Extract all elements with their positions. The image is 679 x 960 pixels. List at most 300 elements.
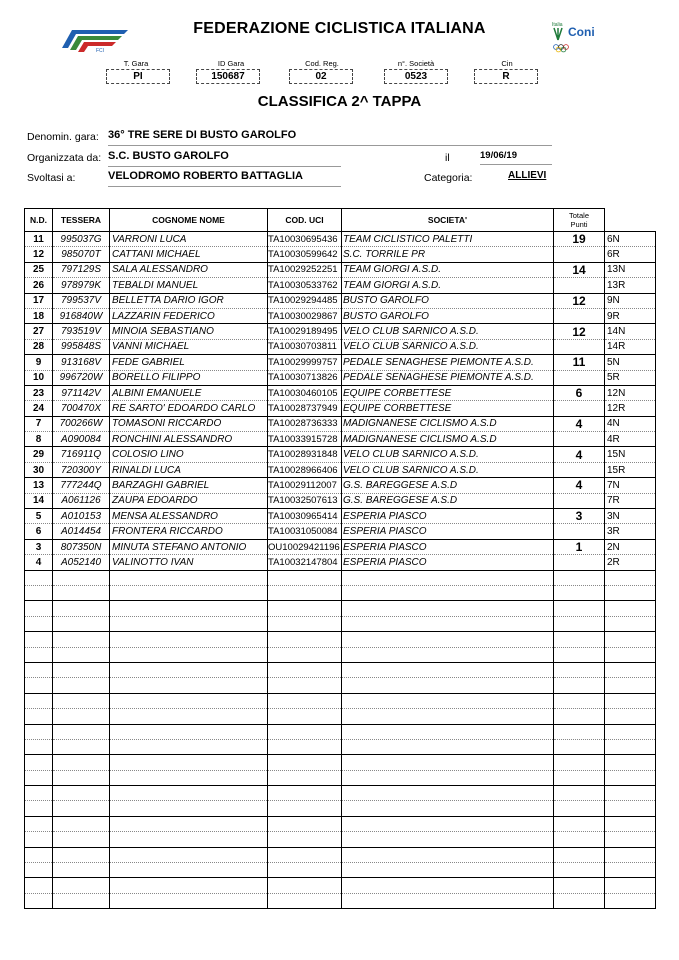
table-row: [25, 493, 656, 508]
rider-tessera: 700266W: [53, 416, 110, 431]
rider-uci-code: [268, 693, 342, 708]
rider-code: 2R: [605, 555, 656, 570]
rider-number: [25, 878, 53, 893]
table-row: [25, 555, 656, 570]
rider-tessera: A014454: [53, 524, 110, 539]
rider-number: 5: [25, 509, 53, 524]
rider-number: 27: [25, 324, 53, 339]
rider-tessera: 996720W: [53, 370, 110, 385]
rider-team: VELO CLUB SARNICO A.S.D.: [342, 324, 554, 339]
table-row: [25, 385, 656, 400]
rider-number: [25, 739, 53, 754]
rider-number: 17: [25, 293, 53, 308]
rider-uci-code: [268, 570, 342, 585]
rider-tessera: [53, 709, 110, 724]
rider-name: COLOSIO LINO: [110, 447, 268, 462]
rider-name: MINOIA SEBASTIANO: [110, 324, 268, 339]
rider-team: VELO CLUB SARNICO A.S.D.: [342, 462, 554, 477]
svolt-value: VELODROMO ROBERTO BATTAGLIA: [108, 170, 341, 187]
rider-name: [110, 770, 268, 785]
rider-uci-code: [268, 724, 342, 739]
total-points: [554, 755, 605, 770]
rider-name: [110, 893, 268, 908]
rider-name: BARZAGHI GABRIEL: [110, 478, 268, 493]
rider-code: 7N: [605, 478, 656, 493]
rider-name: VARRONI LUCA: [110, 232, 268, 247]
rider-code: 9R: [605, 308, 656, 323]
total-points: [554, 878, 605, 893]
rider-code: 3N: [605, 509, 656, 524]
rider-number: 3: [25, 539, 53, 554]
rider-number: 24: [25, 401, 53, 416]
rider-number: 26: [25, 278, 53, 293]
n-societa-value: 0523: [384, 69, 448, 84]
n-societa-label: n°. Società: [397, 59, 435, 68]
rider-number: [25, 693, 53, 708]
rider-uci-code: TA10029294485: [268, 293, 342, 308]
rider-name: [110, 816, 268, 831]
rider-team: TEAM GIORGI A.S.D.: [342, 278, 554, 293]
rider-team: [342, 647, 554, 662]
total-points: [554, 462, 605, 477]
table-row: [25, 232, 656, 247]
rider-code: [605, 816, 656, 831]
empty-row: [25, 709, 656, 724]
rider-name: [110, 832, 268, 847]
rider-name: BORELLO FILIPPO: [110, 370, 268, 385]
rider-tessera: 797129S: [53, 262, 110, 277]
rider-code: 6R: [605, 247, 656, 262]
rider-team: [342, 709, 554, 724]
cin-label: Cin: [501, 59, 513, 68]
cat-label: Categoria:: [424, 172, 473, 184]
rider-uci-code: TA10032147804: [268, 555, 342, 570]
rider-code: [605, 832, 656, 847]
rider-uci-code: [268, 878, 342, 893]
rider-number: 9: [25, 355, 53, 370]
org-label: Organizzata da:: [27, 152, 102, 164]
rider-code: 15N: [605, 447, 656, 462]
total-points: 11: [554, 355, 605, 370]
total-points: 6: [554, 385, 605, 400]
total-points: 19: [554, 232, 605, 247]
table-row: [25, 370, 656, 385]
table-row: [25, 524, 656, 539]
rider-code: [605, 709, 656, 724]
rider-number: [25, 847, 53, 862]
rider-number: 30: [25, 462, 53, 477]
rider-number: [25, 770, 53, 785]
rider-uci-code: TA10030713826: [268, 370, 342, 385]
total-points: 12: [554, 324, 605, 339]
rider-number: [25, 893, 53, 908]
rider-team: [342, 786, 554, 801]
rider-uci-code: TA10030965414: [268, 509, 342, 524]
rider-uci-code: [268, 601, 342, 616]
rider-name: VALINOTTO IVAN: [110, 555, 268, 570]
rider-uci-code: [268, 832, 342, 847]
table-row: [25, 308, 656, 323]
rider-team: [342, 893, 554, 908]
rider-tessera: [53, 724, 110, 739]
total-points: [554, 524, 605, 539]
rider-code: [605, 801, 656, 816]
rider-uci-code: TA10030029867: [268, 308, 342, 323]
table-row: [25, 447, 656, 462]
rider-uci-code: [268, 786, 342, 801]
rider-team: [342, 724, 554, 739]
rider-team: G.S. BAREGGESE A.S.D: [342, 493, 554, 508]
table-row: [25, 339, 656, 354]
rider-tessera: 777244Q: [53, 478, 110, 493]
cod-reg-label: Cod. Reg.: [305, 59, 339, 68]
empty-row: [25, 878, 656, 893]
rider-code: [605, 878, 656, 893]
rider-tessera: 799537V: [53, 293, 110, 308]
rider-name: [110, 570, 268, 585]
header-code: [605, 209, 656, 232]
rider-uci-code: TA10033915728: [268, 432, 342, 447]
rider-number: [25, 863, 53, 878]
rider-tessera: [53, 847, 110, 862]
rider-number: 18: [25, 308, 53, 323]
rider-name: [110, 616, 268, 631]
rider-tessera: [53, 693, 110, 708]
rider-name: FRONTERA RICCARDO: [110, 524, 268, 539]
rider-team: [342, 847, 554, 862]
rider-tessera: [53, 632, 110, 647]
rider-name: MENSA ALESSANDRO: [110, 509, 268, 524]
table-row: [25, 278, 656, 293]
rider-team: BUSTO GAROLFO: [342, 293, 554, 308]
rider-team: [342, 616, 554, 631]
rider-tessera: 995848S: [53, 339, 110, 354]
rider-tessera: 720300Y: [53, 462, 110, 477]
rider-code: 12R: [605, 401, 656, 416]
rider-uci-code: [268, 770, 342, 785]
rider-number: [25, 724, 53, 739]
rider-uci-code: [268, 647, 342, 662]
total-points: 12: [554, 293, 605, 308]
rider-tessera: [53, 878, 110, 893]
rider-team: G.S. BAREGGESE A.S.D: [342, 478, 554, 493]
rider-name: [110, 801, 268, 816]
rider-tessera: [53, 585, 110, 600]
rider-number: 10: [25, 370, 53, 385]
rider-uci-code: TA10029999757: [268, 355, 342, 370]
empty-row: [25, 739, 656, 754]
rider-team: [342, 801, 554, 816]
rider-team: [342, 678, 554, 693]
coni-small-text: Italia: [552, 22, 563, 28]
rider-team: EQUIPE CORBETTESE: [342, 401, 554, 416]
rider-tessera: [53, 863, 110, 878]
total-points: 4: [554, 416, 605, 431]
total-points: [554, 709, 605, 724]
rider-code: [605, 601, 656, 616]
total-points: [554, 585, 605, 600]
total-points: [554, 401, 605, 416]
rider-code: 5R: [605, 370, 656, 385]
total-points: [554, 570, 605, 585]
rider-name: [110, 847, 268, 862]
table-row: [25, 478, 656, 493]
total-points: [554, 724, 605, 739]
rider-number: [25, 570, 53, 585]
total-points: 4: [554, 447, 605, 462]
rider-code: 2N: [605, 539, 656, 554]
rider-uci-code: TA10029189495: [268, 324, 342, 339]
rider-uci-code: [268, 632, 342, 647]
rider-name: [110, 755, 268, 770]
empty-row: [25, 632, 656, 647]
total-points: [554, 493, 605, 508]
header-nd: N.D.: [25, 209, 53, 232]
header-punti-line1: Totale: [568, 211, 589, 220]
rider-code: 13R: [605, 278, 656, 293]
rider-number: 14: [25, 493, 53, 508]
empty-row: [25, 585, 656, 600]
header-name: COGNOME NOME: [110, 209, 268, 232]
rider-tessera: A061126: [53, 493, 110, 508]
rider-tessera: [53, 678, 110, 693]
rider-team: VELO CLUB SARNICO A.S.D.: [342, 339, 554, 354]
coni-text: Coni: [568, 25, 595, 39]
rider-uci-code: [268, 847, 342, 862]
rider-code: [605, 632, 656, 647]
rider-tessera: A010153: [53, 509, 110, 524]
total-points: [554, 770, 605, 785]
rider-code: [605, 786, 656, 801]
rider-code: [605, 616, 656, 631]
rider-number: 28: [25, 339, 53, 354]
rider-name: SALA ALESSANDRO: [110, 262, 268, 277]
rider-team: [342, 739, 554, 754]
rider-number: [25, 786, 53, 801]
rider-team: EQUIPE CORBETTESE: [342, 385, 554, 400]
rider-uci-code: TA10032507613: [268, 493, 342, 508]
empty-row: [25, 693, 656, 708]
rider-name: MINUTA STEFANO ANTONIO: [110, 539, 268, 554]
rider-name: RONCHINI ALESSANDRO: [110, 432, 268, 447]
rider-uci-code: TA10028966406: [268, 462, 342, 477]
rider-number: [25, 801, 53, 816]
rider-uci-code: [268, 893, 342, 908]
cat-value: ALLIEVI: [508, 170, 547, 181]
rider-name: [110, 786, 268, 801]
svolt-label: Svoltasi a:: [27, 172, 76, 184]
rider-uci-code: [268, 585, 342, 600]
rider-name: TEBALDI MANUEL: [110, 278, 268, 293]
cin-value: R: [474, 69, 538, 84]
total-points: [554, 247, 605, 262]
rider-team: PEDALE SENAGHESE PIEMONTE A.S.D.: [342, 370, 554, 385]
total-points: [554, 632, 605, 647]
total-points: [554, 801, 605, 816]
rider-team: ESPERIA PIASCO: [342, 539, 554, 554]
rider-number: 13: [25, 478, 53, 493]
rider-uci-code: [268, 709, 342, 724]
rider-uci-code: TA10031050084: [268, 524, 342, 539]
rider-team: TEAM GIORGI A.S.D.: [342, 262, 554, 277]
t-gara-value: PI: [106, 69, 170, 84]
rider-uci-code: [268, 801, 342, 816]
header-uci: COD. UCI: [268, 209, 342, 232]
total-points: [554, 739, 605, 754]
rider-number: 8: [25, 432, 53, 447]
rider-team: [342, 770, 554, 785]
rider-tessera: 793519V: [53, 324, 110, 339]
rider-number: 6: [25, 524, 53, 539]
rider-tessera: [53, 786, 110, 801]
rider-uci-code: TA10030695436: [268, 232, 342, 247]
rider-team: MADIGNANESE CICLISMO A.S.D: [342, 416, 554, 431]
rider-name: [110, 585, 268, 600]
rider-name: [110, 739, 268, 754]
rider-number: [25, 616, 53, 631]
empty-row: [25, 832, 656, 847]
rider-team: VELO CLUB SARNICO A.S.D.: [342, 447, 554, 462]
rider-team: S.C. TORRILE PR: [342, 247, 554, 262]
table-row: [25, 432, 656, 447]
rider-name: [110, 662, 268, 677]
rider-code: [605, 693, 656, 708]
rider-tessera: [53, 893, 110, 908]
rider-team: [342, 878, 554, 893]
total-points: [554, 432, 605, 447]
total-points: [554, 278, 605, 293]
total-points: [554, 893, 605, 908]
rider-code: 15R: [605, 462, 656, 477]
rider-uci-code: [268, 755, 342, 770]
rider-tessera: [53, 570, 110, 585]
rider-uci-code: [268, 662, 342, 677]
rider-name: [110, 878, 268, 893]
rider-number: 23: [25, 385, 53, 400]
rider-number: [25, 755, 53, 770]
total-points: [554, 601, 605, 616]
rider-code: 13N: [605, 262, 656, 277]
table-row: [25, 247, 656, 262]
rider-uci-code: TA10030599642: [268, 247, 342, 262]
rider-code: [605, 893, 656, 908]
rider-name: RE SARTO' EDOARDO CARLO: [110, 401, 268, 416]
rider-name: VANNI MICHAEL: [110, 339, 268, 354]
rider-number: 4: [25, 555, 53, 570]
rider-name: [110, 693, 268, 708]
empty-row: [25, 786, 656, 801]
table-row: [25, 293, 656, 308]
rider-tessera: 913168V: [53, 355, 110, 370]
rider-number: [25, 632, 53, 647]
table-row: [25, 324, 656, 339]
rider-team: [342, 755, 554, 770]
rider-tessera: [53, 601, 110, 616]
total-points: [554, 370, 605, 385]
rider-uci-code: TA10028931848: [268, 447, 342, 462]
rider-code: [605, 739, 656, 754]
total-points: [554, 816, 605, 831]
rider-tessera: 971142V: [53, 385, 110, 400]
rider-tessera: 716911Q: [53, 447, 110, 462]
rider-code: [605, 724, 656, 739]
rider-code: [605, 585, 656, 600]
total-points: [554, 308, 605, 323]
rider-team: BUSTO GAROLFO: [342, 308, 554, 323]
rider-number: 7: [25, 416, 53, 431]
rider-uci-code: TA10030460105: [268, 385, 342, 400]
rider-code: [605, 647, 656, 662]
rider-tessera: [53, 801, 110, 816]
rider-number: [25, 709, 53, 724]
rider-tessera: 978979K: [53, 278, 110, 293]
empty-row: [25, 616, 656, 631]
rider-uci-code: TA10029252251: [268, 262, 342, 277]
rider-code: [605, 755, 656, 770]
total-points: [554, 647, 605, 662]
table-body: [25, 232, 656, 909]
rider-code: 12N: [605, 385, 656, 400]
rider-code: [605, 678, 656, 693]
rider-code: [605, 662, 656, 677]
total-points: [554, 678, 605, 693]
rider-tessera: A052140: [53, 555, 110, 570]
total-points: [554, 339, 605, 354]
rider-team: [342, 570, 554, 585]
rider-team: [342, 693, 554, 708]
il-label: il: [445, 152, 450, 164]
rider-tessera: [53, 616, 110, 631]
rider-uci-code: [268, 678, 342, 693]
rider-uci-code: [268, 816, 342, 831]
empty-row: [25, 570, 656, 585]
rider-tessera: A090084: [53, 432, 110, 447]
rider-code: 14R: [605, 339, 656, 354]
rider-name: RINALDI LUCA: [110, 462, 268, 477]
table-row: [25, 539, 656, 554]
empty-row: [25, 816, 656, 831]
empty-row: [25, 893, 656, 908]
header-punti-line2: Punti: [570, 220, 588, 229]
table-row: [25, 509, 656, 524]
rider-number: 12: [25, 247, 53, 262]
rider-uci-code: TA10028736333: [268, 416, 342, 431]
rider-tessera: [53, 770, 110, 785]
header-punti: [554, 209, 605, 232]
total-points: [554, 693, 605, 708]
rider-tessera: 916840W: [53, 308, 110, 323]
rider-number: 11: [25, 232, 53, 247]
classifica-title: CLASSIFICA 2^ TAPPA: [257, 93, 422, 110]
rider-code: 4R: [605, 432, 656, 447]
rider-code: 3R: [605, 524, 656, 539]
rider-uci-code: TA10029112007: [268, 478, 342, 493]
rider-code: [605, 570, 656, 585]
rider-number: [25, 832, 53, 847]
total-points: [554, 555, 605, 570]
rider-uci-code: TA10030703811: [268, 339, 342, 354]
rider-tessera: [53, 662, 110, 677]
rider-tessera: 985070T: [53, 247, 110, 262]
table-row: [25, 355, 656, 370]
rider-team: [342, 816, 554, 831]
rider-name: CATTANI MICHAEL: [110, 247, 268, 262]
cod-reg-value: 02: [289, 69, 353, 84]
rider-code: [605, 847, 656, 862]
rider-team: ESPERIA PIASCO: [342, 555, 554, 570]
empty-row: [25, 863, 656, 878]
results-table: [24, 208, 656, 909]
